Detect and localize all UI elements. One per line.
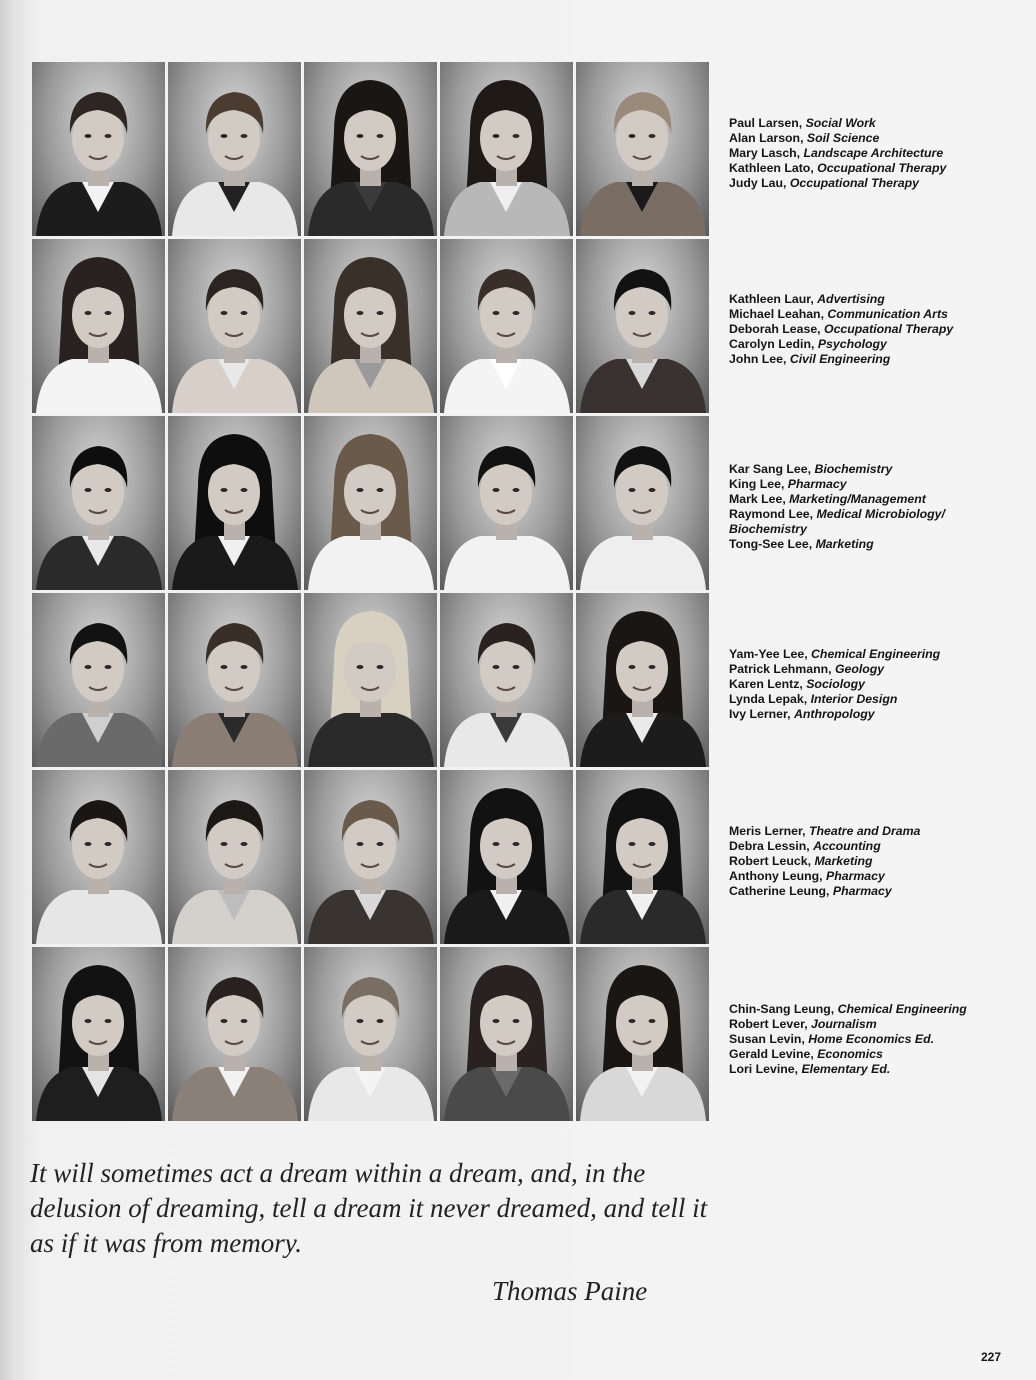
portrait-figure — [168, 239, 301, 413]
caption-entry: Ivy Lerner, Anthropology — [729, 707, 875, 721]
quote-line: delusion of dreaming, tell a dream it never dreamed, and tell it — [30, 1193, 708, 1223]
student-major: Occupational Therapy — [824, 322, 954, 336]
quote-line: as if it was from memory. — [30, 1228, 303, 1258]
portrait-photo — [168, 239, 301, 413]
quote-line: It will sometimes act a dream within a dream, and, in the — [30, 1158, 646, 1188]
caption-entry: Judy Lau, Occupational Therapy — [729, 176, 919, 190]
caption-entry: Gerald Levine, Economics — [729, 1047, 883, 1061]
portrait-figure — [168, 416, 301, 590]
portrait-figure — [440, 416, 573, 590]
caption-entry: Carolyn Ledin, Psychology — [729, 337, 887, 351]
caption-entry: Tong-See Lee, Marketing — [729, 537, 874, 551]
student-major: Elementary Ed. — [801, 1062, 891, 1076]
portrait-grid — [32, 62, 709, 1121]
caption-entry: Kar Sang Lee, Biochemistry — [729, 462, 893, 476]
portrait-figure — [440, 593, 573, 767]
student-major: Occupational Therapy — [817, 161, 947, 175]
portrait-figure — [304, 770, 437, 944]
portrait-photo — [304, 416, 437, 590]
student-major: Accounting — [813, 839, 881, 853]
student-name: John Lee — [729, 352, 783, 366]
caption-entry: Susan Levin, Home Economics Ed. — [729, 1032, 935, 1046]
portrait-photo — [440, 593, 573, 767]
caption-entry: Kathleen Laur, Advertising — [729, 292, 885, 306]
caption-entry: Anthony Leung, Pharmacy — [729, 869, 885, 883]
caption-entry: Robert Leuck, Marketing — [729, 854, 873, 868]
portrait-photo — [576, 239, 709, 413]
student-name: Raymond Lee — [729, 507, 810, 521]
student-name: Chin-Sang Leung — [729, 1002, 831, 1016]
portrait-figure — [440, 62, 573, 236]
page-number: 227 — [981, 1350, 1002, 1364]
student-major: Anthropology — [793, 707, 875, 721]
student-name: Gerald Levine — [729, 1047, 811, 1061]
portrait-figure — [576, 947, 709, 1121]
caption-block — [729, 1002, 1029, 1077]
caption-entry: Chin-Sang Leung, Chemical Engineering — [729, 1002, 967, 1016]
caption-entry: Lori Levine, Elementary Ed. — [729, 1062, 891, 1076]
student-name: Meris Lerner — [729, 824, 803, 838]
caption-block — [729, 824, 1029, 899]
student-major: Journalism — [811, 1017, 877, 1031]
portrait-figure — [32, 947, 165, 1121]
portrait-figure — [32, 62, 165, 236]
portrait-figure — [32, 239, 165, 413]
portrait-figure — [304, 416, 437, 590]
student-name: Susan Levin — [729, 1032, 802, 1046]
student-major: Home Economics Ed. — [808, 1032, 935, 1046]
caption-entry: John Lee, Civil Engineering — [729, 352, 891, 366]
quote-author: Thomas Paine — [492, 1276, 648, 1306]
portrait-photo — [32, 416, 165, 590]
student-name: Lori Levine — [729, 1062, 795, 1076]
student-name: Patrick Lehmann — [729, 662, 829, 676]
caption-block — [729, 647, 1029, 722]
caption-entry: Meris Lerner, Theatre and Drama — [729, 824, 921, 838]
portrait-figure — [304, 62, 437, 236]
student-name: Robert Leuck — [729, 854, 808, 868]
student-name: Yam-Yee Lee — [729, 647, 805, 661]
portrait-photo — [168, 770, 301, 944]
student-name: Judy Lau — [729, 176, 783, 190]
caption-entry: Patrick Lehmann, Geology — [729, 662, 885, 676]
student-major: Biochemistry — [814, 462, 893, 476]
caption-entry: Raymond Lee, Medical Microbiology/ Biochemistry — [729, 507, 945, 536]
student-major: Social Work — [805, 116, 876, 130]
portrait-figure — [576, 770, 709, 944]
portrait-photo — [32, 947, 165, 1121]
student-major: Advertising — [817, 292, 885, 306]
portrait-photo — [32, 62, 165, 236]
portrait-photo — [32, 593, 165, 767]
portrait-photo — [440, 62, 573, 236]
student-major: Theatre and Drama — [808, 824, 921, 838]
student-name: Catherine Leung — [729, 884, 827, 898]
student-name: Debra Lessin — [729, 839, 807, 853]
student-name: Ivy Lerner — [729, 707, 788, 721]
student-name: Paul Larsen — [729, 116, 799, 130]
portrait-figure — [304, 593, 437, 767]
student-name: Mark Lee — [729, 492, 783, 506]
student-name: Deborah Lease — [729, 322, 818, 336]
student-major: Marketing — [814, 854, 873, 868]
student-major: Civil Engineering — [789, 352, 891, 366]
student-name: Mary Lasch — [729, 146, 797, 160]
student-name: Karen Lentz — [729, 677, 800, 691]
portrait-figure — [576, 239, 709, 413]
caption-block — [729, 462, 1029, 552]
portrait-photo — [168, 593, 301, 767]
student-major: Psychology — [817, 337, 887, 351]
caption-entry: Robert Lever, Journalism — [729, 1017, 877, 1031]
student-name: Tong-See Lee — [729, 537, 809, 551]
student-name: Anthony Leung — [729, 869, 820, 883]
student-major: Pharmacy — [832, 884, 892, 898]
caption-entry: Mary Lasch, Landscape Architecture — [729, 146, 944, 160]
student-major: Marketing — [815, 537, 874, 551]
portrait-figure — [576, 62, 709, 236]
student-name: Michael Leahan — [729, 307, 821, 321]
student-major: Economics — [817, 1047, 883, 1061]
portrait-photo — [576, 593, 709, 767]
portrait-figure — [32, 416, 165, 590]
student-major: Pharmacy — [787, 477, 847, 491]
caption-entry: Yam-Yee Lee, Chemical Engineering — [729, 647, 941, 661]
caption-entry: Mark Lee, Marketing/Management — [729, 492, 926, 506]
portrait-figure — [440, 239, 573, 413]
portrait-photo — [32, 239, 165, 413]
portrait-photo — [168, 947, 301, 1121]
portrait-photo — [576, 62, 709, 236]
portrait-photo — [440, 947, 573, 1121]
student-name: Kathleen Lato — [729, 161, 811, 175]
portrait-figure — [304, 947, 437, 1121]
student-major: Pharmacy — [826, 869, 885, 883]
portrait-figure — [576, 593, 709, 767]
caption-block — [729, 292, 1029, 367]
student-major: Occupational Therapy — [789, 176, 919, 190]
portrait-photo — [304, 593, 437, 767]
caption-entry: Deborah Lease, Occupational Therapy — [729, 322, 954, 336]
portrait-figure — [576, 416, 709, 590]
caption-entry: King Lee, Pharmacy — [729, 477, 847, 491]
student-name: Lynda Lepak — [729, 692, 804, 706]
student-name: Kathleen Laur — [729, 292, 811, 306]
portrait-photo — [576, 770, 709, 944]
caption-entry: Paul Larsen, Social Work — [729, 116, 876, 130]
student-major: Sociology — [806, 677, 865, 691]
student-major: Geology — [834, 662, 885, 676]
student-major: Interior Design — [810, 692, 898, 706]
quote-block — [30, 1156, 750, 1261]
portrait-figure — [32, 593, 165, 767]
portrait-photo — [168, 416, 301, 590]
portrait-photo — [32, 770, 165, 944]
portrait-photo — [576, 947, 709, 1121]
portrait-figure — [168, 593, 301, 767]
caption-entry: Michael Leahan, Communication Arts — [729, 307, 948, 321]
portrait-photo — [576, 416, 709, 590]
portrait-figure — [168, 947, 301, 1121]
portrait-photo — [440, 239, 573, 413]
portrait-figure — [304, 239, 437, 413]
caption-block — [729, 116, 1029, 191]
portrait-figure — [168, 770, 301, 944]
student-name: Robert Lever — [729, 1017, 805, 1031]
caption-entry: Debra Lessin, Accounting — [729, 839, 881, 853]
portrait-photo — [304, 947, 437, 1121]
portrait-figure — [440, 770, 573, 944]
student-major: Chemical Engineering — [837, 1002, 967, 1016]
portrait-photo — [168, 62, 301, 236]
caption-entry: Karen Lentz, Sociology — [729, 677, 865, 691]
portrait-photo — [304, 239, 437, 413]
portrait-photo — [440, 770, 573, 944]
caption-entry: Kathleen Lato, Occupational Therapy — [729, 161, 947, 175]
student-name: Carolyn Ledin — [729, 337, 811, 351]
student-major: Communication Arts — [827, 307, 948, 321]
caption-entry: Lynda Lepak, Interior Design — [729, 692, 898, 706]
portrait-figure — [32, 770, 165, 944]
portrait-figure — [168, 62, 301, 236]
caption-entry: Catherine Leung, Pharmacy — [729, 884, 892, 898]
portrait-photo — [304, 62, 437, 236]
caption-entry: Alan Larson, Soil Science — [729, 131, 880, 145]
student-name: King Lee — [729, 477, 781, 491]
portrait-photo — [304, 770, 437, 944]
portrait-photo — [440, 416, 573, 590]
student-name: Alan Larson — [729, 131, 801, 145]
student-major: Marketing/Management — [789, 492, 926, 506]
student-major: Chemical Engineering — [811, 647, 941, 661]
student-major: Landscape Architecture — [803, 146, 944, 160]
student-major: Medical Microbiology/ Biochemistry — [729, 507, 945, 536]
student-name: Kar Sang Lee — [729, 462, 808, 476]
portrait-figure — [440, 947, 573, 1121]
student-major: Soil Science — [806, 131, 880, 145]
